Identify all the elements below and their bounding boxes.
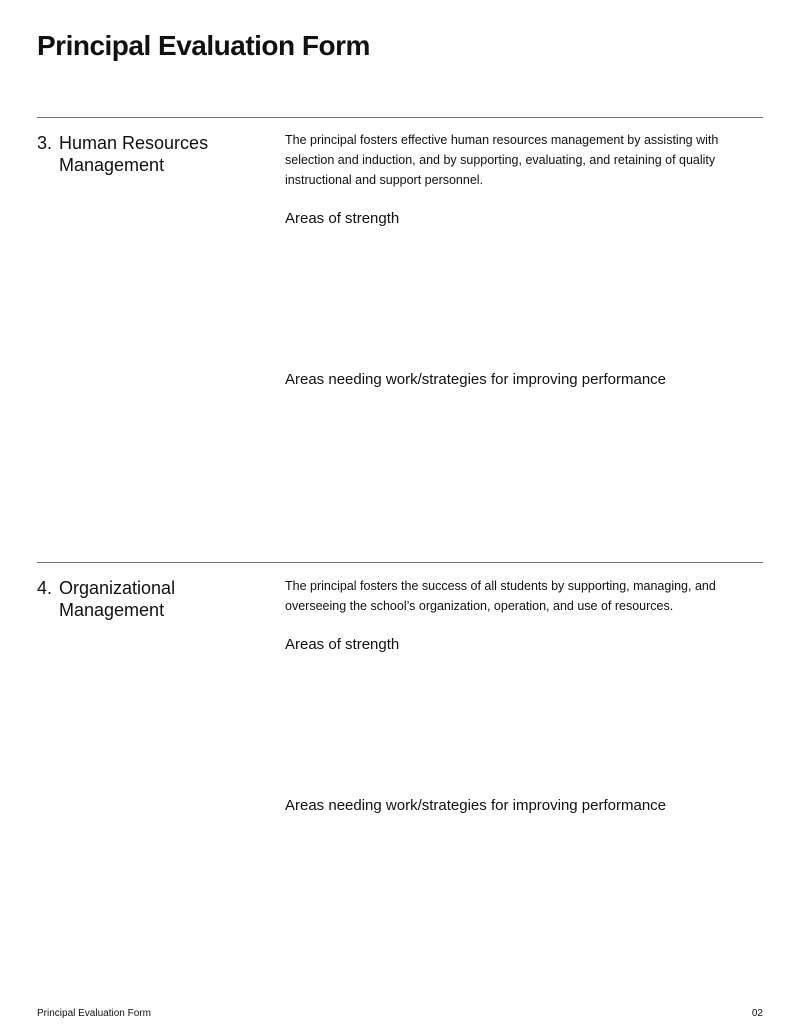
footer-title: Principal Evaluation Form — [37, 1008, 151, 1019]
section-number: 4. — [37, 578, 53, 598]
section-divider — [37, 117, 763, 118]
section-name: Human Resources Management — [59, 133, 209, 175]
improvement-label: Areas needing work/strategies for improving performance — [285, 371, 667, 388]
section-heading — [37, 577, 257, 621]
strength-label: Areas of strength — [285, 210, 400, 227]
section-description: The principal fosters the success of all students by supporting, managing, and overseeing the school’s organization, operation, and use of resources. — [285, 579, 716, 613]
strength-label: Areas of strength — [285, 636, 400, 653]
page-number: 02 — [751, 1008, 763, 1019]
page-title: Principal Evaluation Form — [37, 30, 370, 61]
section-divider — [37, 562, 763, 563]
section-heading — [37, 132, 257, 176]
improvement-label: Areas needing work/strategies for improving performance — [285, 797, 667, 814]
section-description: The principal fosters effective human resources management by assisting with selection and induction, and by supporting, evaluating, and retaining of quality instructional and support personnel. — [285, 133, 719, 187]
section-number: 3. — [37, 133, 53, 153]
section-name: Organizational Management — [59, 578, 176, 620]
